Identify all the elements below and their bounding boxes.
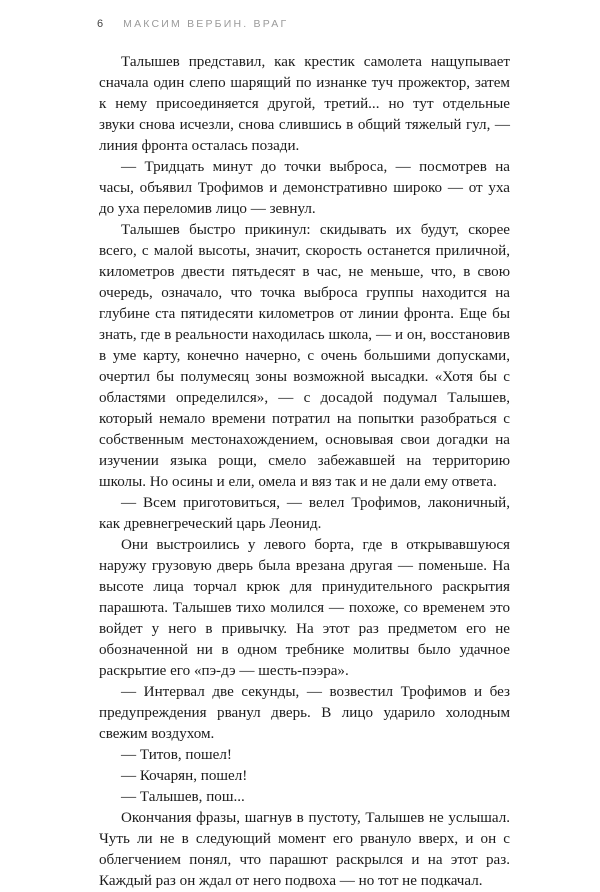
body-text [99, 52, 510, 892]
paragraph: Талышев быстро прикинул: скидывать их будут, скорее всего, с малой высоты, значит, скорость останется приличной, километров двести пятьдесят в час, не меньше, что, в свою очередь, означало, что точка выброса группы находится на глубине ста пятидесяти километров от линии фронта. Еще бы знать, где в реальности находилась школа, — и он, восстановив в уме карту, конечно начерно, с очень большими допусками, очертил бы полумесяц зоны возможной высадки. «Хотя бы с областями определился», — с досадой подумал Талышев, который немало времени потратил на попытки разобраться с собственным местонахождением, основывая свои догадки на изучении языка рощи, смело забежавшей на территорию школы. Но осины и ели, омела и вяз так и не дали ему ответа. [99, 222, 510, 490]
paragraph: Они выстроились у левого борта, где в открывавшуюся наружу грузовую дверь была врезана другая — поменьше. На высоте лица торчал крюк для принудительного раскрытия парашюта. Талышев тихо молился — похоже, со временем это войдет у него в привычку. На этот раз предметом его не обозначенной ни в одном требнике молитвы было удачное раскрытие его «пэ-дэ — шесть-пээра». [99, 537, 510, 679]
paragraph: Окончания фразы, шагнув в пустоту, Талышев не услышал. Чуть ли не в следующий момент его рвануло вверх, и он с облегчением понял, что парашют раскрылся и на этот раз. Каждый раз он ждал от него подвоха — но тот не подкачал. [99, 810, 510, 889]
paragraph: — Всем приготовиться, — велел Трофимов, лаконичный, как древнегреческий царь Леонид. [99, 495, 510, 532]
running-head [97, 16, 288, 32]
paragraph: — Талышев, пош... [121, 789, 245, 805]
paragraph: — Титов, пошел! [121, 747, 232, 763]
paragraph: — Кочарян, пошел! [121, 768, 248, 784]
paragraph: Талышев представил, как крестик самолета нащупывает сначала один слепо шарящий по изнанке туч прожектор, затем к нему присоединяется другой, третий... но тут отдельные звуки снова исчезли, снова слившись в общий тяжелый гул, — линия фронта осталась позади. [99, 54, 510, 154]
running-title: МАКСИМ ВЕРБИН. ВРАГ [123, 18, 289, 30]
paragraph: — Тридцать минут до точки выброса, — посмотрев на часы, объявил Трофимов и демонстративно широко — от уха до уха переломив лицо — зевнул. [99, 159, 510, 217]
paragraph: — Интервал две секунды, — возвестил Трофимов и без предупреждения рванул дверь. В лицо ударило холодным свежим воздухом. [99, 684, 510, 742]
page-number: 6 [97, 18, 104, 30]
